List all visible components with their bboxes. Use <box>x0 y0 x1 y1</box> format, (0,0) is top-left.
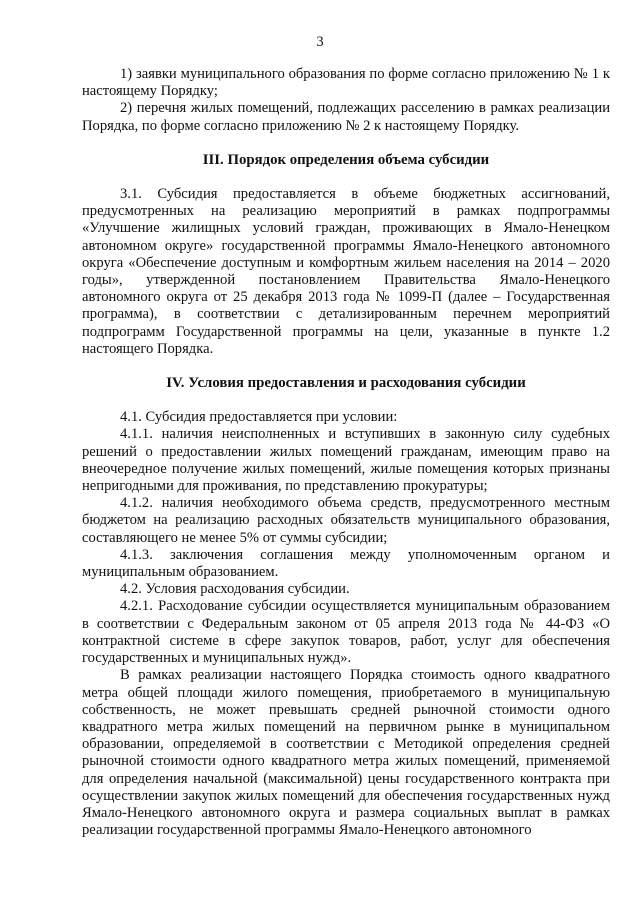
paragraph-4-1-2: 4.1.2. наличия необходимого объема средств, предусмотренного местным бюджетом на реализацию расходных обязательств муниципального образования, составляющего не менее 5% от суммы субсидии; <box>82 495 610 546</box>
page-number: 3 <box>316 34 324 50</box>
section-3-heading: III. Порядок определения объема субсидии <box>202 151 490 168</box>
paragraph-4-2: 4.2. Условия расходования субсидии. <box>120 581 350 598</box>
paragraph-4-1-1: 4.1.1. наличия неисполненных и вступивших в законную силу судебных решений о предоставлении жилых помещений гражданам, имеющим право на внеочередное получение жилых помещений, жилые помещения которых признаны непригодными для проживания, по представлению прокуратуры; <box>82 426 610 495</box>
paragraph-3-1: 3.1. Субсидия предоставляется в объеме бюджетных ассигнований, предусмотренных на реализацию мероприятий в рамках подпрограммы «Улучшение жилищных условий граждан, проживающих в Ямало-Ненецком автономном округе» государственной программы Ямало-Ненецкого автономного округа «Обеспечение доступным и комфортным жильем населения на 2014 – 2020 годы», утвержденной постановлением Правительства Ямало-Ненецкого автономного округа от 25 декабря 2013 года № 1099-П (далее – Государственная программа), в соответствии с детализированным перечнем мероприятий подпрограмм Государственной программы на цели, указанные в пункте 1.2 настоящего Порядка. <box>82 186 610 357</box>
paragraph-4-1: 4.1. Субсидия предоставляется при условии: <box>120 409 398 426</box>
section-4-heading: IV. Условия предоставления и расходования субсидии <box>166 375 526 392</box>
paragraph-4-1-3: 4.1.3. заключения соглашения между уполномоченным органом и муниципальным образованием. <box>82 546 610 581</box>
paragraph-item-2: 2) перечня жилых помещений, подлежащих расселению в рамках реализации Порядка, по форме согласно приложению № 2 к настоящему Порядку. <box>82 100 610 134</box>
paragraph-price-limit: В рамках реализации настоящего Порядка стоимость одного квадратного метра общей площади жилого помещения, приобретаемого в муниципальную собственность, не может превышать средней рыночной стоимости одного квадратного метра жилых помещений на первичном рынке в муниципальном образовании, определяемой в соответствии с Методикой определения средней рыночной стоимости одного квадратного метра жилых помещений, применяемой для определения начальной (максимальной) цены государственного контракта при осуществлении закупок жилых помещений для обеспечения государственных нужд Ямало-Ненецкого автономного округа и размера социальных выплат в рамках реализации государственной программы Ямало-Ненецкого автономного <box>82 667 610 839</box>
paragraph-4-2-1: 4.2.1. Расходование субсидии осуществляется муниципальным образованием в соответствии с Федеральным законом от 05 апреля 2013 года № 44-ФЗ «О контрактной системе в сфере закупок товаров, работ, услуг для обеспечения государственных и муниципальных нужд». <box>82 598 610 667</box>
paragraph-item-1: 1) заявки муниципального образования по форме согласно приложению № 1 к настоящему Порядку; <box>82 66 610 100</box>
document-body <box>82 66 610 839</box>
